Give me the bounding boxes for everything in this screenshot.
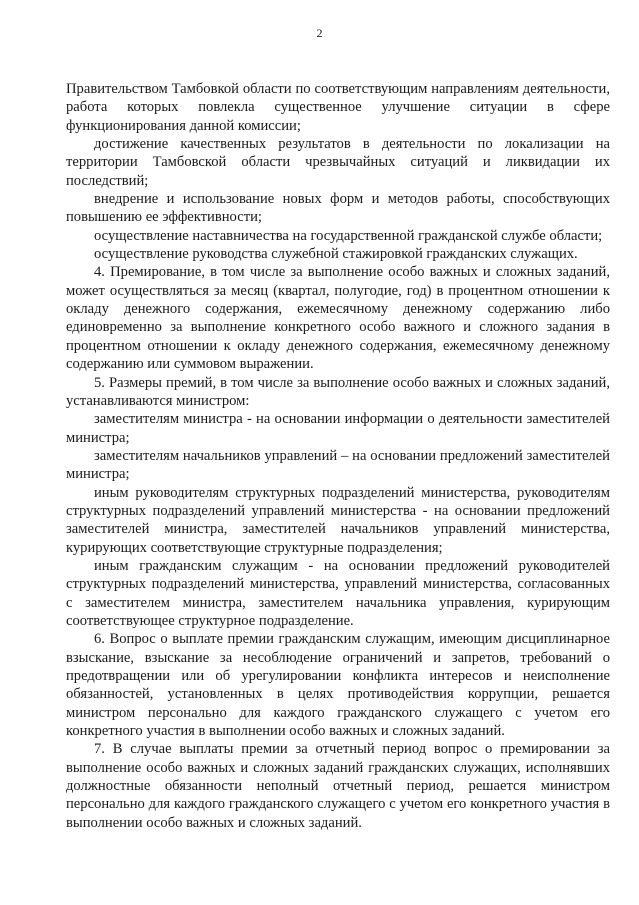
page-number: 2 bbox=[316, 26, 323, 40]
document-body bbox=[66, 80, 610, 832]
paragraph-item-4: 4. Премирование, в том числе за выполнение особо важных и сложных заданий, может осуществляться за месяц (квартал, полугодие, год) в процентном отношении к окладу денежного содержания, ежемесячному денежному содержанию либо единовременно за выполнение конкретного особо важного и сложного задания в процентном отношении к окладу денежного содержания, ежемесячному денежному содержанию или суммовом выражении. bbox=[66, 264, 610, 373]
paragraph-unit-heads: иным руководителям структурных подразделений министерства, руководителям структурных подразделений управлений министерства - на основании предложений заместителей министра, заместителей начальников управлений министерства, курирующих соответствующие структурные подразделения; bbox=[66, 484, 610, 556]
paragraph-deputy-ministers: заместителям министра - на основании информации о деятельности заместителей министра; bbox=[66, 411, 610, 446]
paragraph-deputy-heads: заместителям начальников управлений – на основании предложений заместителей министра; bbox=[66, 447, 610, 483]
paragraph-other-servants: иным гражданским служащим - на основании предложений руководителей структурных подразделений министерства, управлений министерства, согласованных с заместителем министра, заместителем начальника управления, курирующим соответствующее структурное подразделение. bbox=[66, 557, 610, 629]
paragraph-item-6: 6. Вопрос о выплате премии гражданским служащим, имеющим дисциплинарное взыскание, взыскание за несоблюдение ограничений и запретов, требований о предотвращении или об урегулировании конфликта интересов и неисполнение обязанностей, установленных в целях противодействия коррупции, решается министром персонально для каждого гражданского служащего с учетом его конкретного участия в выполнении особо важных и сложных заданий. bbox=[66, 631, 610, 740]
paragraph-continuation: Правительством Тамбовкой области по соответствующим направлениям деятельности, работа которых повлекла существенное улучшение ситуации в сфере функционирования данной комиссии; bbox=[66, 81, 610, 134]
paragraph-criterion-new-methods: внедрение и использование новых форм и методов работы, способствующих повышению ее эффективности; bbox=[66, 191, 610, 226]
paragraph-criterion-internship: осуществление руководства служебной стажировкой гражданских служащих. bbox=[94, 246, 578, 263]
paragraph-criterion-emergencies: достижение качественных результатов в деятельности по локализации на территории Тамбовской области чрезвычайных ситуаций и ликвидации их последствий; bbox=[66, 136, 610, 189]
paragraph-item-5: 5. Размеры премий, в том числе за выполнение особо важных и сложных заданий, устанавливаются министром: bbox=[66, 374, 610, 409]
paragraph-criterion-mentoring: осуществление наставничества на государственной гражданской службе области; bbox=[94, 227, 603, 244]
paragraph-item-7: 7. В случае выплаты премии за отчетный период вопрос о премировании за выполнение особо важных и сложных заданий гражданских служащих, исполнявших должностные обязанности неполный отчетный период, решается министром персонально для каждого гражданского служащего с учетом его конкретного участия в выполнении особо важных и сложных заданий. bbox=[66, 741, 610, 831]
